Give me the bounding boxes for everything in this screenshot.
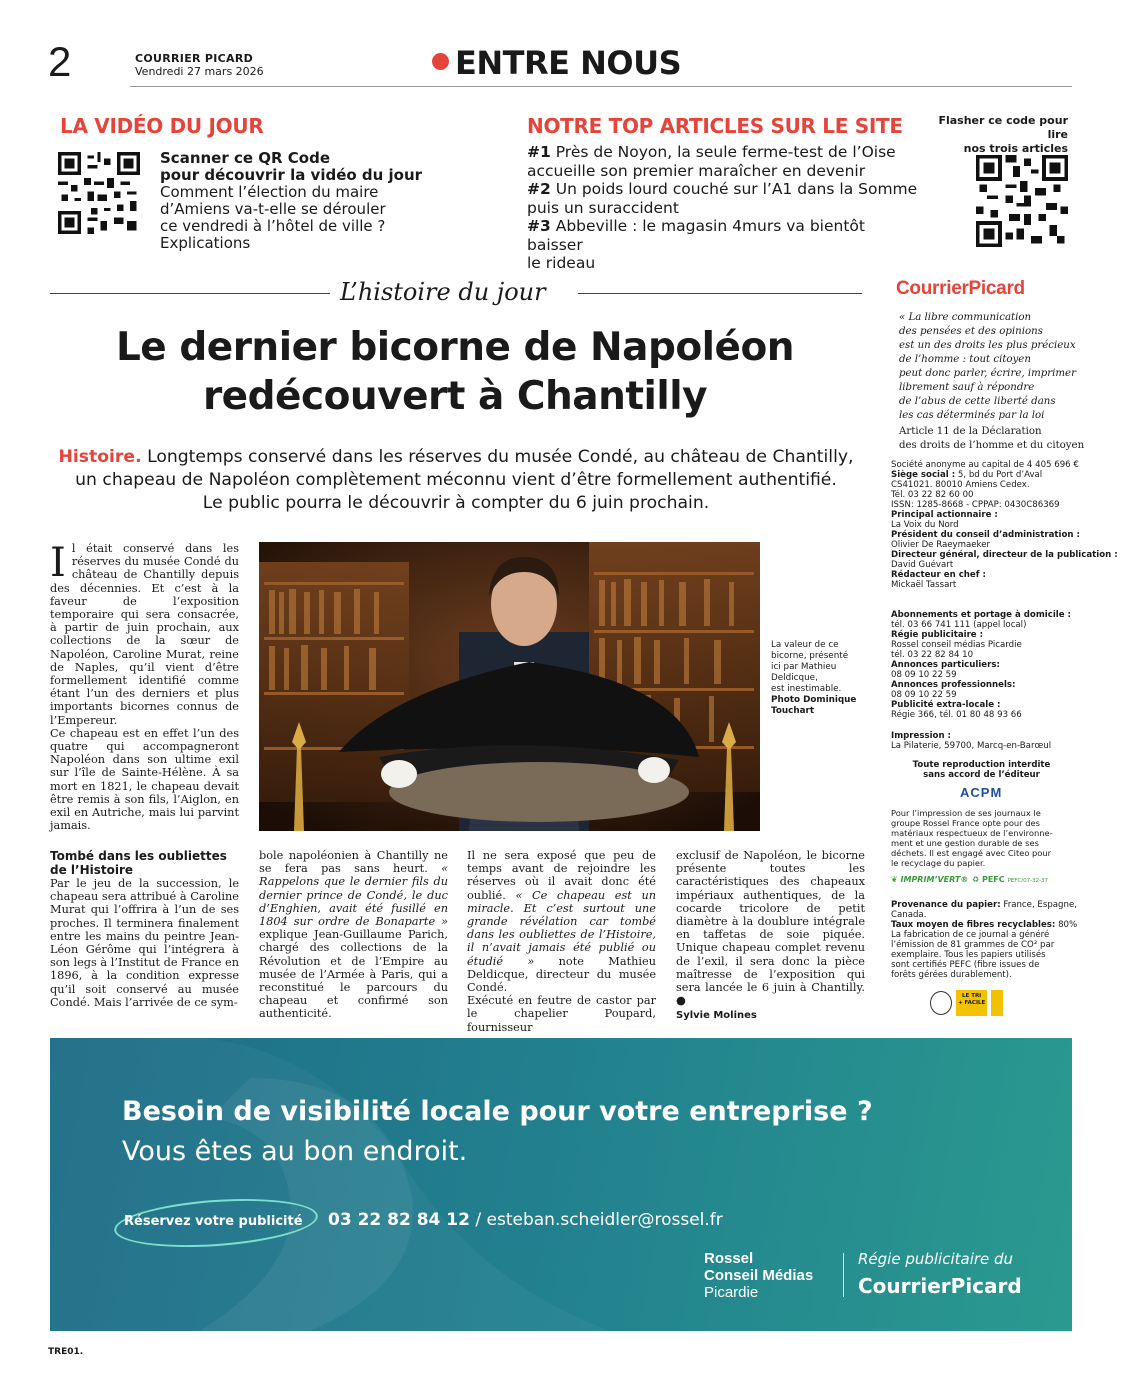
sidebar-line: Tél. 03 22 82 60 00	[891, 490, 974, 500]
qr-code-icon	[58, 152, 140, 234]
section-title: ENTRE NOUS	[432, 44, 681, 82]
video-desc-3: ce vendredi à l’hôtel de ville ?	[160, 217, 386, 235]
video-desc-4: Explications	[160, 234, 251, 252]
sidebar-legal	[891, 460, 1118, 590]
ad-cta[interactable]: Réservez votre publicité	[124, 1214, 303, 1229]
article-chapo: Histoire. Longtemps conservé dans les réserves du musée Condé, au château de Chantilly, un chapeau de Napoléon complètement méconnu vient d’être formellement authentifié. Le public pourra le découvrir à compter du 6 juin prochain.	[58, 447, 854, 513]
ad-title: Besoin de visibilité locale pour votre entreprise ?	[122, 1096, 873, 1127]
article-kicker: L’histoire du jour	[340, 278, 546, 306]
sidebar-line: Provenance du papier: France, Espagne,	[891, 900, 1077, 910]
sidebar-eco: Pour l’impression de ses journaux le groupe Rossel France opte pour des matériaux respectueux de l’environne- ment et une gestion durable de ses déchets. Il est engagé avec Citeo pour le recyclage du papier.	[891, 808, 1053, 868]
sidebar-brand-logo: CourrierPicard	[896, 278, 1025, 299]
top-article-3[interactable]: #3 Abbeville : le magasin 4murs va bientôt baisser le rideau	[527, 217, 865, 272]
sidebar-line: Rossel conseil médias Picardie	[891, 640, 1022, 650]
imprimvert-logo: ❦ IMPRIM’VERT®	[891, 875, 969, 884]
video-cta-1: Scanner ce QR Code	[160, 149, 331, 167]
kicker-rule-right	[578, 293, 862, 294]
ad-phone[interactable]: 03 22 82 84 12	[328, 1210, 470, 1230]
article-column-2	[259, 849, 448, 1021]
page-number: 2	[48, 38, 72, 85]
article-photo	[259, 542, 760, 831]
masthead	[135, 52, 264, 78]
video-desc-1: Comment l’élection du maire	[160, 183, 379, 201]
article-headline: Le dernier bicorne de Napoléon redécouvert à Chantilly	[115, 325, 795, 419]
article-column-3	[467, 849, 656, 1034]
ad-contact: 03 22 82 84 12 / esteban.scheidler@rossel.fr	[328, 1210, 723, 1230]
sidebar-line: Annonces professionnels:	[891, 680, 1016, 690]
sidebar-line: Taux moyen de fibres recyclables: 80%	[891, 920, 1078, 930]
napoleon-hat-photo	[259, 542, 760, 831]
article-column-1	[50, 542, 239, 832]
sidebar-line: Président du conseil d’administration :	[891, 530, 1080, 540]
sidebar-line: tél. 03 22 82 84 10	[891, 650, 974, 660]
sidebar-line: CS41021. 80010 Amiens Cedex.	[891, 480, 1030, 490]
sidebar-line: exemplaire. Tous les papiers utilisés	[891, 950, 1046, 960]
end-mark-icon: ●	[676, 994, 686, 1008]
sidebar-line: Société anonyme au capital de 4 405 696 €	[891, 460, 1079, 470]
ad-divider	[843, 1253, 844, 1297]
triman-logos	[930, 990, 1003, 1016]
header-rule	[130, 86, 1072, 87]
paragraph-7: exclusif de Napoléon, le bicorne présente toutes les caractéristiques des chapeaux impériaux authentiques, de la cocarde tricolore de petit diamètre à la doublure intégrale en taffetas de soie piquée. Unique chapeau complet revenu de l’exil, il sera donc la pièce maîtresse de l’exposition qui sera lancée le 6 juin à Chantilly. ●	[676, 849, 865, 1008]
sidebar-line: Régie 366, tél. 01 80 48 93 66	[891, 710, 1022, 720]
sidebar-line: ISSN: 1285-8668 - CPPAP: 0430C86369	[891, 500, 1060, 510]
sidebar-line: Olivier De Raeymaeker	[891, 540, 991, 550]
sidebar-line: La fabrication de ce journal a généré	[891, 930, 1050, 940]
kicker-rule-left	[50, 293, 330, 294]
video-desc-2: d’Amiens va-t-elle se dérouler	[160, 200, 386, 218]
sidebar-impression: Impression : La Pilaterie, 59700, Marcq-en-Barœul	[891, 731, 1052, 751]
acpm-logo: ACPM	[960, 785, 1003, 800]
section-dot-icon	[432, 53, 449, 70]
drop-cap: I	[50, 540, 66, 586]
sidebar-line: Abonnements et portage à domicile :	[891, 610, 1071, 620]
article-author: Sylvie Molines	[676, 1010, 757, 1022]
sidebar-line: Mickaël Tassart	[891, 580, 957, 590]
leaf-icon: ❦	[891, 875, 898, 884]
ad-subtitle: Vous êtes au bon endroit.	[122, 1136, 468, 1167]
sidebar-line: Principal actionnaire :	[891, 510, 998, 520]
pefc-logo: ♻ PEFC PEFC/07-32-37	[972, 875, 1049, 884]
article-column-1-lower	[50, 849, 239, 1009]
ad-regie-brand: CourrierPicard	[858, 1274, 1022, 1298]
qr-code-icon	[976, 155, 1068, 247]
top-qr-caption: Flasher ce code pour lire nos trois articles	[938, 114, 1068, 155]
page-code: TRE01.	[48, 1347, 84, 1357]
sidebar-line: La Voix du Nord	[891, 520, 959, 530]
video-title: LA VIDÉO DU JOUR	[60, 114, 264, 138]
bin-icon	[991, 990, 1003, 1016]
sidebar-line: Publicité extra-locale :	[891, 700, 1001, 710]
sidebar-line: forêts gérées durablement).	[891, 970, 1012, 980]
article-subhead: Tombé dans les oubliettes de l’Histoire	[50, 849, 227, 877]
sidebar-paper	[891, 900, 1078, 980]
video-qr-code[interactable]	[58, 152, 140, 238]
top-article-2[interactable]: #2 Un poids lourd couché sur l’A1 dans la Somme puis un suraccident	[527, 180, 918, 217]
sidebar-line: tél. 03 66 741 111 (appel local)	[891, 620, 1027, 630]
sidebar-line: Canada.	[891, 910, 927, 920]
sidebar-line: l’émission de 81 grammes de CO² par	[891, 940, 1055, 950]
issue-date: Vendredi 27 mars 2026	[135, 65, 264, 78]
pefc-icon: ♻	[972, 875, 980, 884]
photo-caption: La valeur de ce bicorne, présenté ici par Mathieu Deldicque, est inestimable. Photo Dominique Touchart	[771, 640, 859, 717]
video-cta-2: pour découvrir la vidéo du jour	[160, 166, 423, 184]
sidebar-line: 08 09 10 22 59	[891, 690, 957, 700]
tri-facile-badge: LE TRI + FACILE	[956, 990, 987, 1016]
ad-regie-label: Régie publicitaire du	[858, 1250, 1014, 1268]
sidebar-line: Régie publicitaire :	[891, 630, 984, 640]
sidebar-line: Rédacteur en chef :	[891, 570, 986, 580]
sidebar-line: Annonces particuliers:	[891, 660, 1000, 670]
article-column-4	[676, 849, 865, 1023]
sidebar-quote: « La libre communication des pensées et des opinions est un des droits les plus précieux de l’homme : tout citoyen peut donc parler, écrire, imprimer librement sauf à répondre de l’abus de cette liberté dans les cas déterminés par la loi Article 11 de la Déclaration des droits de l’homme et du citoyen	[899, 312, 1085, 451]
sidebar-contacts	[891, 610, 1072, 720]
paragraph-2: Ce chapeau est en effet l’un des quatre qui accompagneront Napoléon dans son ultime exil sur l’île de Sainte-Hélène. À sa mort en 1821, le chapeau devait être remis à son fils, l’Aiglon, en exil en Autriche, mais lui parvint jamais.	[50, 726, 239, 833]
paragraph-4: bole napoléonien à Chantilly ne se fera pas sans heurt. « Rappelons que le dernier fils du dernier prince de Condé, le duc d’Enghien, avait été fusillé en 1804 sur ordre de Bonaparte » explique Jean-Guillaume Parich, chargé des collections de la Révolution et de l’Empire au musée de l’Armée à Paris, qui a reconstitué le parcours du chapeau et confirmé son authenticité.	[259, 849, 448, 1021]
sidebar-line: sont certifiés PEFC (fibre issues de	[891, 960, 1040, 970]
top-articles-title: NOTRE TOP ARTICLES SUR LE SITE	[527, 114, 903, 138]
paper-name: COURRIER PICARD	[135, 52, 254, 65]
paragraph-6: Exécuté en feutre de castor par le chapelier Poupard, fournisseur	[467, 994, 656, 1034]
sidebar-line: 08 09 10 22 59	[891, 670, 957, 680]
chapo-label: Histoire.	[58, 447, 142, 467]
video-block	[160, 150, 490, 252]
sidebar-line: Directeur général, directeur de la publication :	[891, 550, 1118, 560]
advertisement[interactable]	[50, 1038, 1072, 1331]
paragraph-1: l était conservé dans les réserves du musée Condé du château de Chantilly depuis des décennies. Et c’est à la faveur de l’exposition temporaire qui sera consacrée, à partir de juin prochain, aux collections de la sœur de Napoléon, Caroline Murat, reine de Naples, qu’il vient d’être formellement identifié comme étant l’un des derniers et plus importants bicornes connus de l’Empereur.	[50, 542, 239, 727]
sidebar-line: David Guévart	[891, 560, 954, 570]
ad-email[interactable]: esteban.scheidler@rossel.fr	[486, 1210, 723, 1230]
top-articles-list	[527, 143, 922, 273]
sidebar-reproduction: Toute reproduction interdite sans accord de l’éditeur	[912, 760, 1051, 780]
paragraph-5: Il ne sera exposé que peu de temps avant de rejoindre les réserves où il avait donc été oublié. « Ce chapeau est un miracle. Et c’est surtout une grande révélation car tombé dans les oubliettes de l’Histoire, il n’avait jamais été publié ou étudié » note Mathieu Deldicque, directeur du musée Condé.	[467, 849, 656, 995]
top-article-1[interactable]: #1 Près de Noyon, la seule ferme-test de l’Oise accueille son premier maraîcher en devenir	[527, 143, 896, 180]
paragraph-3: Par le jeu de la succession, le chapeau sera attribué à Caroline Murat qui l’offrira à l’un de ses proches. Il terminera finalement entre les mains du peintre Jean-Léon Gérôme qui l’intégrera à son legs à l’Institut de France en 1896, à la condition expresse qu’il soit conservé au musée Condé. Mais l’arrivée de ce sym-	[50, 877, 239, 1009]
top-articles-qr-code[interactable]	[976, 155, 1068, 251]
sidebar-line: Siège social : 5, bd du Port d’Aval	[891, 470, 1043, 480]
triman-icon	[930, 991, 952, 1015]
ad-org: Rossel Conseil Médias Picardie	[704, 1250, 814, 1301]
photo-credit: Photo Dominique Touchart	[771, 695, 857, 716]
